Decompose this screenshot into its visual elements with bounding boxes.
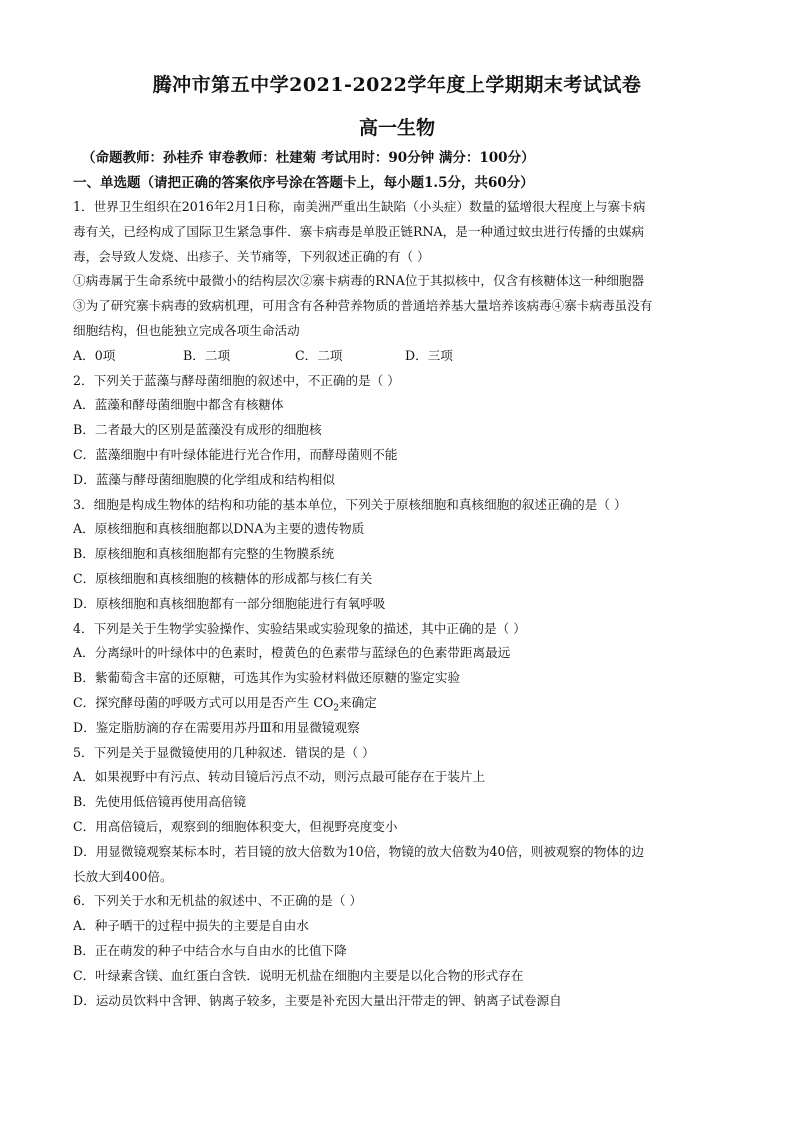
option-a: A．分离绿叶的叶绿体中的色素时，橙黄色的色素带与蓝绿色的色素带距离最远	[73, 645, 511, 661]
option-c: C．叶绿素含镁、血红蛋白含铁．说明无机盐在细胞内主要是以化合物的形式存在	[73, 967, 524, 983]
option-d: D．蓝藻与酵母菌细胞膜的化学组成和结构相似	[73, 471, 335, 487]
question-stem-line: ①病毒属于生命系统中最微小的结构层次②寨卡病毒的RNA位于其拟核中，仅含有核糖体这一种细胞器	[73, 273, 645, 289]
option-d-continued: 长放大到400倍。	[73, 868, 173, 884]
option-b: B．原核细胞和真核细胞都有完整的生物膜系统	[73, 546, 335, 562]
question-3	[73, 493, 733, 617]
exam-info: （命题教师：孙桂乔 审卷教师：杜建菊 考试用时：90分钟 满分：100分）	[82, 150, 535, 166]
option-c-text-end: 来确定	[339, 694, 377, 710]
option-b: B．正在萌发的种子中结合水与自由水的比值下降	[73, 942, 347, 958]
option-d: D．三项	[405, 347, 453, 363]
option-d: D．运动员饮料中含钾、钠离子较多，主要是补充因大量出汗带走的钾、钠离子试卷源自	[73, 992, 562, 1008]
question-stem-line: 细胞结构，但也能独立完成各项生命活动	[73, 322, 300, 338]
option-d: D．鉴定脂肪滴的存在需要用苏丹Ⅲ和用显微镜观察	[73, 719, 360, 735]
question-5	[73, 741, 733, 890]
option-c-text: C．探究酵母菌的呼吸方式可以用是否产生 CO	[73, 694, 334, 710]
option-c: C．蓝藻细胞中有叶绿体能进行光合作用，而酵母菌则不能	[73, 446, 398, 462]
question-2	[73, 369, 733, 493]
question-stem: 2．下列关于蓝藻与酵母菌细胞的叙述中，不正确的是（ ）	[73, 372, 400, 388]
option-b: B．紫葡萄含丰富的还原糖，可选其作为实验材料做还原糖的鉴定实验	[73, 670, 461, 686]
question-stem-line: ③为了研究寨卡病毒的致病机理，可用含有各种营养物质的普通培养基大量培养该病毒④寨卡病毒虽没有	[73, 298, 653, 314]
option-d: D．原核细胞和真核细胞都有一部分细胞能进行有氧呼吸	[73, 595, 386, 611]
option-a: A．0项	[73, 347, 116, 363]
question-1	[73, 195, 733, 369]
exam-title: 腾冲市第五中学2021-2022学年度上学期期末考试试卷	[152, 74, 642, 96]
option-b: B．先使用低倍镜再使用高倍镜	[73, 794, 246, 810]
exam-subject: 高一生物	[358, 117, 435, 139]
option-b: B．二者最大的区别是蓝藻没有成形的细胞核	[73, 422, 322, 438]
option-c: C．用高倍镜后，观察到的细胞体积变大，但视野亮度变小	[73, 818, 398, 834]
question-stem-line: 毒有关，已经构成了国际卫生紧急事件．寨卡病毒是单股正链RNA，是一种通过蚊虫进行传播的虫媒病	[73, 223, 645, 239]
question-stem: 6．下列关于水和无机盐的叙述中、不正确的是（ ）	[73, 893, 363, 909]
question-stem: 5．下列是关于显微镜使用的几种叙述．错误的是（ ）	[73, 744, 375, 760]
option-a: A．种子晒干的过程中损失的主要是自由水	[73, 918, 309, 934]
option-b: B．二项	[183, 347, 231, 363]
option-a: A．如果视野中有污点、转动目镜后污点不动，则污点最可能存在于装片上	[73, 769, 486, 785]
question-stem-line: 毒，会导致人发烧、出疹子、关节痛等，下列叙述正确的有（ ）	[73, 248, 430, 264]
option-a: A．蓝藻和酵母菌细胞中都含有核糖体	[73, 397, 284, 413]
question-stem: 4．下列是关于生物学实验操作、实验结果或实验现象的描述，其中正确的是（ ）	[73, 620, 526, 636]
question-stem: 3．细胞是构成生物体的结构和功能的基本单位，下列关于原核细胞和真核细胞的叙述正确的是（ ）	[73, 496, 627, 512]
subscript-2: 2	[333, 703, 340, 714]
option-c: C．原核细胞和真核细胞的核糖体的形成都与核仁有关	[73, 570, 373, 586]
question-6	[73, 889, 733, 1013]
section-title: 一、单选题（请把正确的答案依序号涂在答题卡上，每小题1.5分，共60分）	[73, 175, 534, 191]
option-c	[73, 691, 733, 716]
option-a: A．原核细胞和真核细胞都以DNA为主要的遗传物质	[73, 521, 365, 537]
question-stem-line: 1．世界卫生组织在2016年2月1日称，南美洲严重出生缺陷（小头症）数量的猛增很大程度上与寨卡病	[73, 199, 646, 214]
question-4	[73, 617, 733, 741]
question-list	[73, 195, 733, 1013]
option-c: C．二项	[295, 347, 343, 363]
options-row	[73, 344, 733, 369]
option-d: D．用显微镜观察某标本时，若目镜的放大倍数为10倍，物镜的放大倍数为40倍，则被观察的物体的边	[73, 843, 645, 859]
